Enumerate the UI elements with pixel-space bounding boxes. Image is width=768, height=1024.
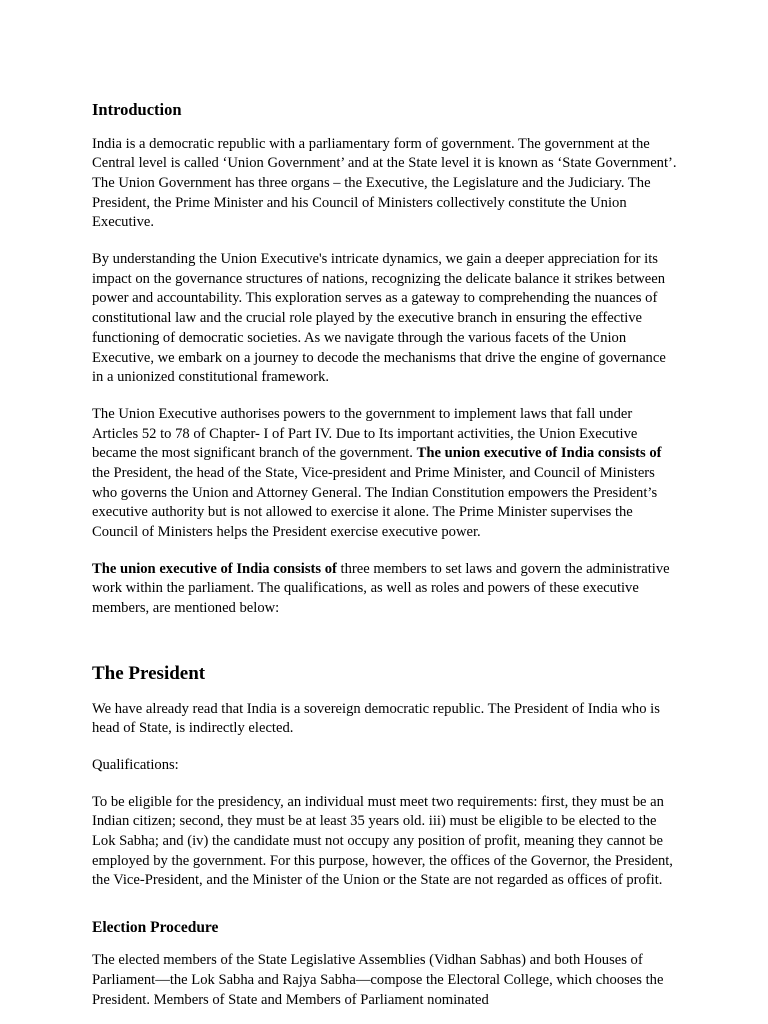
election-procedure-paragraph-1: The elected members of the State Legislative Assemblies (Vidhan Sabhas) and both Houses of Parliament—the Lok Sabha and Rajya Sabha—compose the Electoral College, which chooses the President. Members of State and Members of Parliament nominated	[92, 952, 664, 1008]
president-paragraph-1: We have already read that India is a sovereign democratic republic. The President of India who is head of State, is indirectly elected.	[92, 700, 660, 737]
intro-paragraph-4	[92, 560, 677, 619]
heading-the-president: The President	[92, 662, 206, 684]
intro-paragraph-2: By understanding the Union Executive's intricate dynamics, we gain a deeper appreciation for its impact on the governance structures of nations, recognizing the delicate balance it strikes between power and accountability. This exploration serves as a gateway to comprehending the nuances of constitutional law and the crucial role played by the executive branch in ensuring the effective functioning of democratic societies. As we navigate through the various facets of the Union Executive, we embark on a journey to decode the mechanisms that drive the engine of governance in a unionized constitutional framework.	[92, 251, 666, 386]
intro-paragraph-3	[92, 405, 677, 543]
intro-paragraph-4-text-end: three members to set laws and govern the administrative work within the parliament. The qualifications, as well as roles and powers of these executive members, are mentioned below:	[92, 560, 670, 617]
intro-paragraph-3-text-end: the President, the head of the State, Vice-president and Prime Minister, and Council of Ministers who governs the Union and Attorney General. The Indian Constitution empowers the President’s executive authority but is not allowed to exercise it alone. The Prime Minister supervises the Council of Ministers helps the President exercise executive power.	[92, 464, 658, 540]
intro-paragraph-3-text-start: The Union Executive authorises powers to the government to implement laws that fall under Articles 52 to 78 of Chapter- I of Part IV. Due to Its important activities, the Union Executive became the most significant branch of the government.	[92, 405, 638, 462]
document-body	[92, 100, 677, 1010]
intro-paragraph-3-bold-phrase: The union executive of India consists of	[416, 445, 662, 462]
page-title: Introduction	[92, 100, 182, 119]
heading-election-procedure: Election Procedure	[92, 919, 219, 936]
intro-paragraph-4-bold-phrase: The union executive of India consists of	[92, 560, 337, 577]
section-spacer	[92, 636, 677, 662]
subsection-spacer	[92, 908, 677, 918]
president-paragraph-qualifications: To be eligible for the presidency, an individual must meet two requirements: first, they must be an Indian citizen; second, they must be at least 35 years old. iii) must be eligible to be elected to the Lok Sabha; and (iv) the candidate must not occupy any position of profit, meaning they cannot be employed by the government. For this purpose, however, the offices of the Governor, the President, the Vice-President, and the Minister of the Union or the State are not regarded as offices of profit.	[92, 793, 673, 889]
president-qualifications-label: Qualifications:	[92, 756, 179, 773]
intro-paragraph-1: India is a democratic republic with a parliamentary form of government. The government at the Central level is called ‘Union Government’ and at the State level it is known as ‘State Government’. The Union Government has three organs – the Executive, the Legislature and the Judiciary. The President, the Prime Minister and his Council of Ministers collectively constitute the Union Executive.	[92, 135, 677, 231]
